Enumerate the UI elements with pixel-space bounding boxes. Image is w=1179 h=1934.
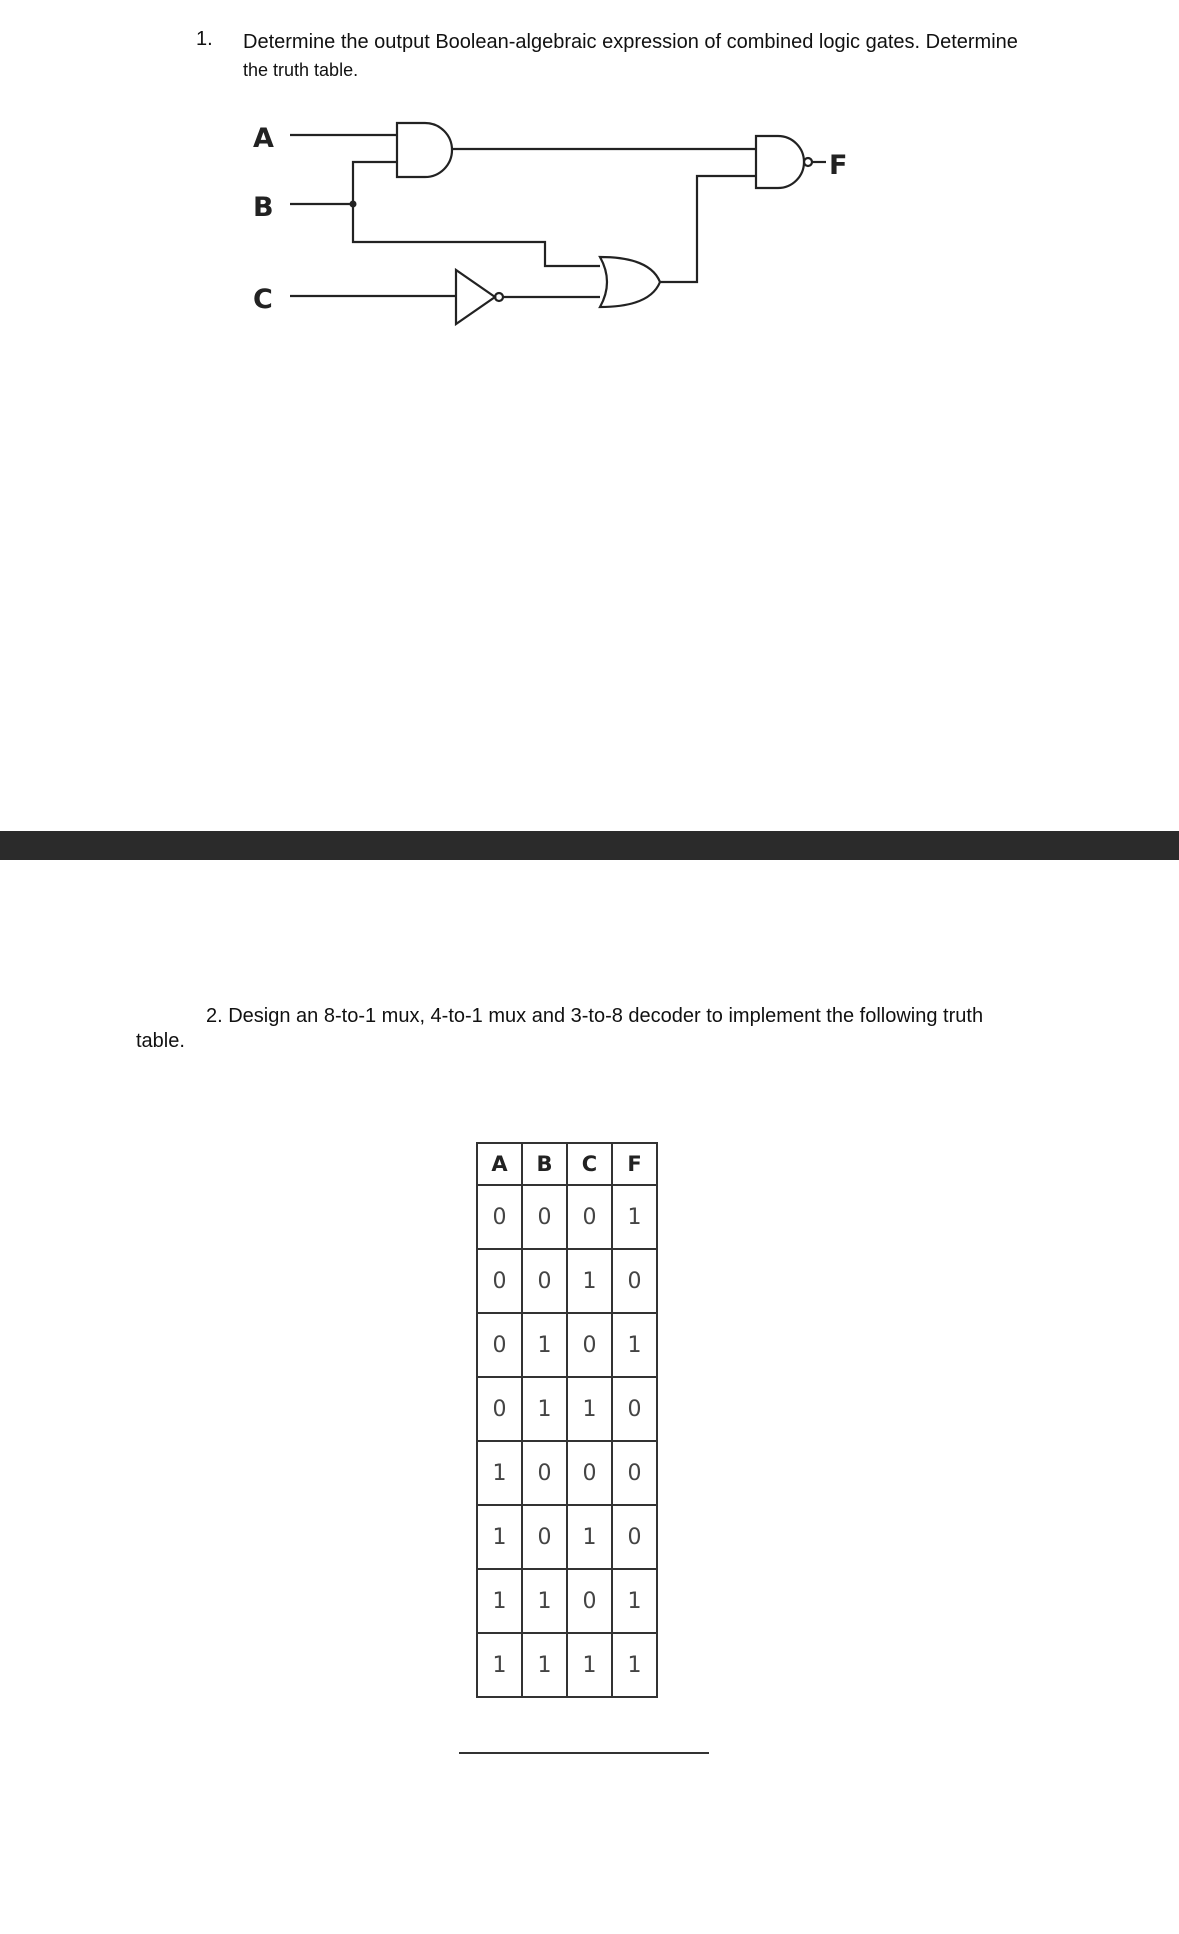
cell-f: 1: [612, 1633, 657, 1697]
cell-c: 0: [567, 1441, 612, 1505]
cell-f: 1: [612, 1185, 657, 1249]
input-c-label: C: [253, 284, 273, 315]
cell-b: 0: [522, 1185, 567, 1249]
cell-a: 0: [477, 1377, 522, 1441]
cell-c: 0: [567, 1569, 612, 1633]
and-gate-1: [397, 123, 452, 177]
question-2-text-tail: table.: [136, 1030, 185, 1052]
table-row: [477, 1569, 657, 1633]
input-a-label: A: [253, 123, 274, 154]
cell-c: 0: [567, 1313, 612, 1377]
output-f-label: F: [829, 150, 848, 181]
question-1-number: 1.: [196, 28, 213, 50]
cell-f: 1: [612, 1313, 657, 1377]
cell-a: 0: [477, 1313, 522, 1377]
cell-f: 0: [612, 1377, 657, 1441]
cell-c: 1: [567, 1505, 612, 1569]
cell-c: 1: [567, 1377, 612, 1441]
cell-a: 0: [477, 1185, 522, 1249]
wire-b-to-and: [353, 162, 397, 204]
cell-b: 1: [522, 1633, 567, 1697]
cell-b: 0: [522, 1249, 567, 1313]
header-c: C: [567, 1143, 612, 1185]
cell-f: 0: [612, 1505, 657, 1569]
table-row: [477, 1505, 657, 1569]
not-gate: [456, 270, 495, 324]
cell-a: 1: [477, 1569, 522, 1633]
nand-gate: [756, 136, 804, 188]
cell-b: 1: [522, 1569, 567, 1633]
header-a: A: [477, 1143, 522, 1185]
table-row: [477, 1313, 657, 1377]
cell-f: 1: [612, 1569, 657, 1633]
cell-c: 0: [567, 1185, 612, 1249]
cell-a: 1: [477, 1505, 522, 1569]
nand-bubble: [804, 158, 812, 166]
cell-f: 0: [612, 1249, 657, 1313]
cell-a: 0: [477, 1249, 522, 1313]
wire-or-to-nand: [660, 176, 756, 282]
cell-a: 1: [477, 1441, 522, 1505]
question-1-line-2: the truth table.: [243, 60, 359, 80]
cell-b: 0: [522, 1441, 567, 1505]
section-divider-bar: [0, 831, 1179, 860]
or-gate: [600, 257, 660, 307]
question-1-line-1: Determine the output Boolean-algebraic expression of combined logic gates. Determine: [243, 31, 1018, 53]
logic-circuit-diagram: [0, 0, 1179, 340]
truth-table: [476, 1142, 658, 1698]
truth-table-header-row: [477, 1143, 657, 1185]
table-row: [477, 1377, 657, 1441]
cell-b: 0: [522, 1505, 567, 1569]
table-row: [477, 1185, 657, 1249]
cell-b: 1: [522, 1377, 567, 1441]
table-row: [477, 1441, 657, 1505]
cell-f: 0: [612, 1441, 657, 1505]
question-2-text: 2. Design an 8-to-1 mux, 4-to-1 mux and 3-to-8 decoder to implement the following truth: [206, 1005, 984, 1027]
table-row: [477, 1633, 657, 1697]
header-b: B: [522, 1143, 567, 1185]
wire-b-to-or: [353, 204, 600, 266]
junction-dot: [350, 201, 357, 208]
input-b-label: B: [253, 192, 274, 223]
table-row: [477, 1249, 657, 1313]
table-underline: [459, 1752, 709, 1754]
cell-c: 1: [567, 1633, 612, 1697]
cell-c: 1: [567, 1249, 612, 1313]
cell-b: 1: [522, 1313, 567, 1377]
cell-a: 1: [477, 1633, 522, 1697]
header-f: F: [612, 1143, 657, 1185]
